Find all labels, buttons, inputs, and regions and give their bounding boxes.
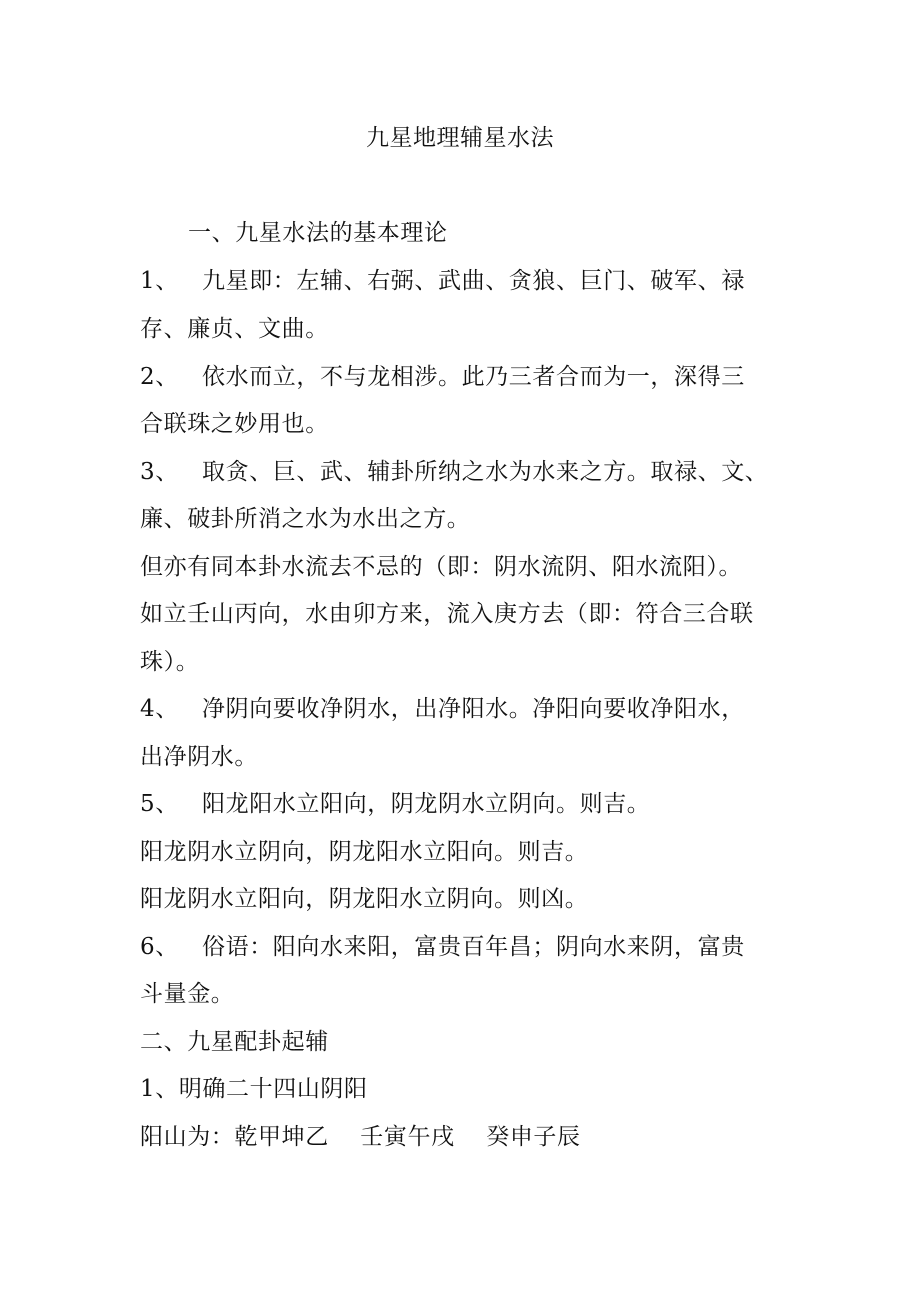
item-continuation: 廉、破卦所消之水为水出之方。 [140,506,471,532]
item-continuation: 阳龙阴水立阴向，阴龙阳水立阳向。则吉。 [140,839,589,865]
item-continuation: 存、廉贞、文曲。 [140,316,329,342]
item-continuation: 如立壬山丙向，水由卯方来，流入庚方去（即：符合三合联 [140,601,754,627]
item-text: 取贪、巨、武、辅卦所纳之水为水来之方。取禄、文、 [202,459,769,485]
item-number: 4、 [140,696,179,722]
document-title: 九星地理辅星水法 [366,125,554,151]
subsection-heading: 1、明确二十四山阴阳 [140,1076,368,1102]
list-item-1 [140,264,745,298]
item-number: 3、 [140,459,179,485]
item-continuation: 阳龙阴水立阳向，阴龙阳水立阴向。则凶。 [140,886,589,912]
item-text: 阳龙阳水立阳向，阴龙阴水立阴向。则吉。 [202,791,651,817]
item-number: 2、 [140,364,179,390]
item-continuation: 合联珠之妙用也。 [140,411,329,437]
list-item-3 [140,455,768,489]
list-item-2 [140,360,745,394]
yang-mountains-line: 阳山为：乾甲坤乙 壬寅午戌 癸申子辰 [140,1124,581,1150]
item-continuation: 但亦有同本卦水流去不忌的（即：阴水流阴、阳水流阳）。 [140,554,743,580]
list-item-6 [140,930,745,964]
section-heading-1: 一、九星水法的基本理论 [188,220,448,246]
item-number: 1、 [140,268,179,294]
list-item-5 [140,787,650,821]
item-continuation: 斗量金。 [140,981,235,1007]
item-continuation: 珠）。 [140,649,200,675]
item-continuation: 出净阴水。 [140,744,258,770]
item-number: 6、 [140,934,179,960]
item-number: 5、 [140,791,179,817]
list-item-4 [140,692,745,726]
item-text: 净阴向要收净阴水，出净阳水。净阳向要收净阳水， [202,696,745,722]
item-text: 俗语：阳向水来阳，富贵百年昌；阴向水来阴，富贵 [202,934,745,960]
section-heading-2: 二、九星配卦起辅 [140,1029,329,1055]
item-text: 九星即：左辅、右弼、武曲、贪狼、巨门、破军、禄 [202,268,745,294]
item-text: 依水而立，不与龙相涉。此乃三者合而为一，深得三 [202,364,745,390]
